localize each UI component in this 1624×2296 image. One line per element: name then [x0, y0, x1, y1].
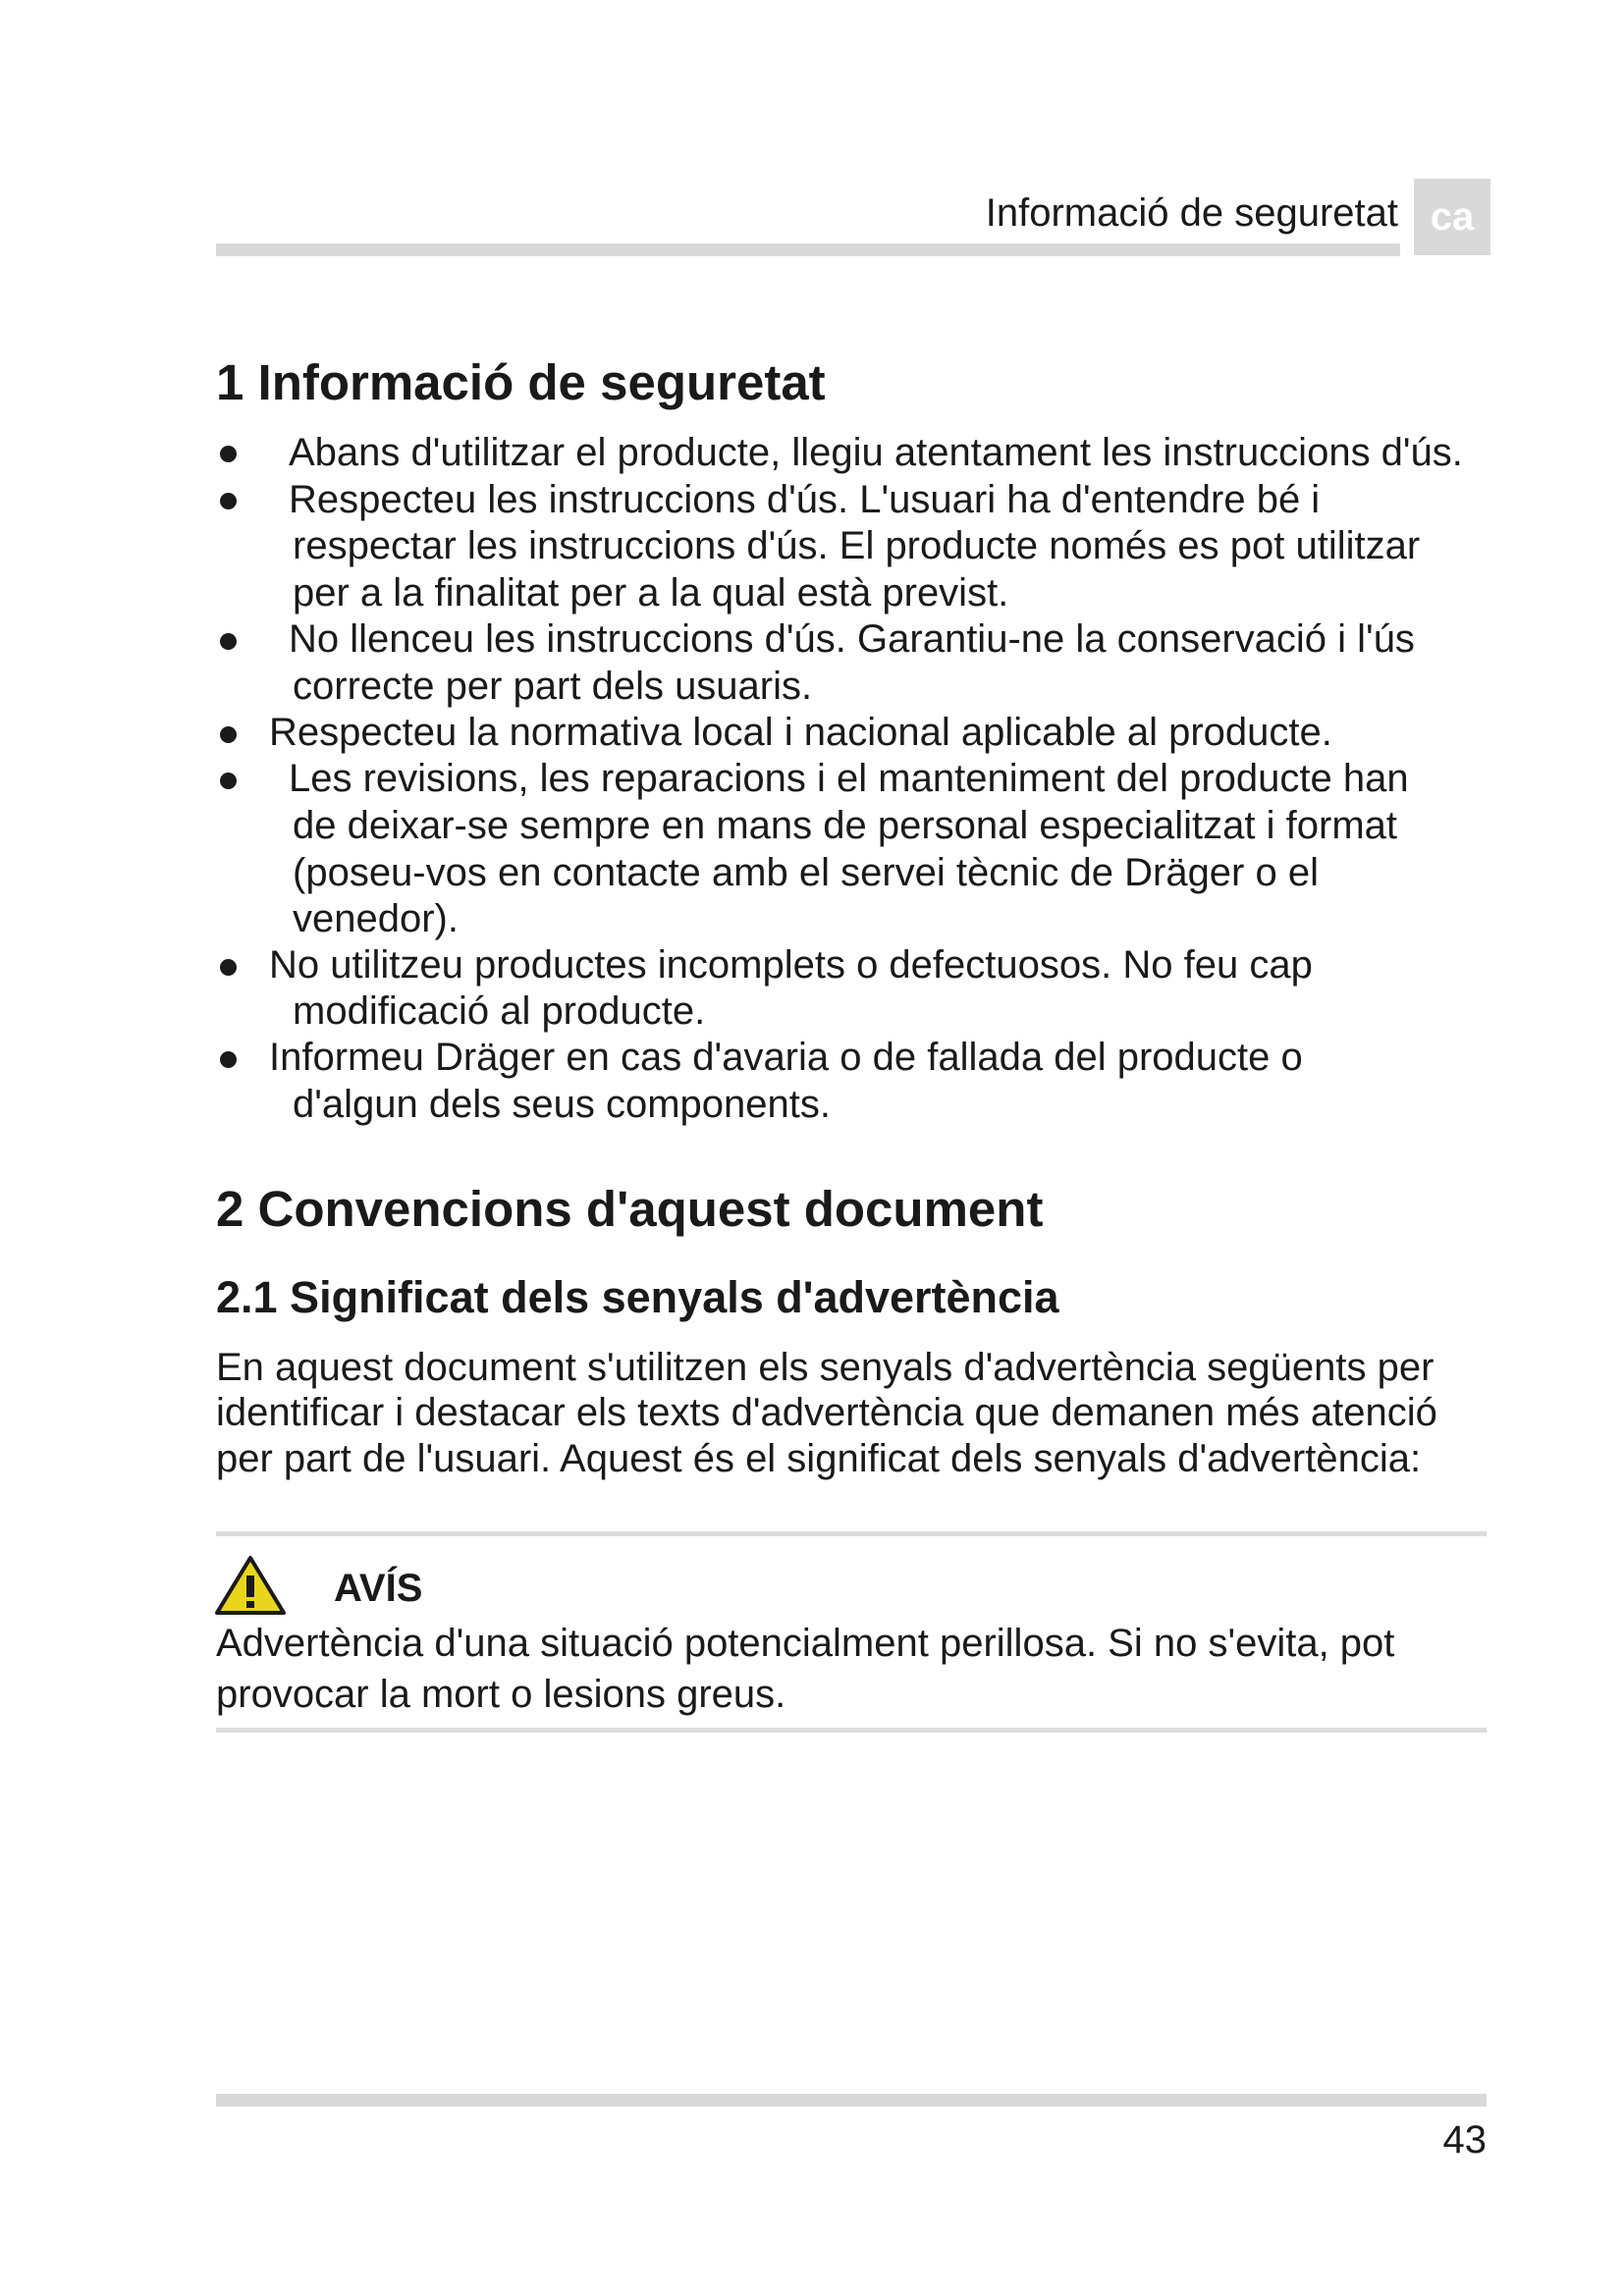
running-header-title: Informació de seguretat [985, 191, 1398, 235]
bullet-5-line-3: (poseu-vos en contacte amb el servei tècnic de Dräger o el [293, 851, 1319, 894]
bullet-5-line-4: venedor). [293, 897, 459, 940]
bullet-2-line-1: Respecteu les instruccions d'ús. L'usuari ha d'entendre bé i [289, 478, 1321, 521]
warning-top-rule [216, 1531, 1487, 1536]
bullet-5-line-2: de deixar-se sempre en mans de personal especialitzat i format [293, 804, 1397, 847]
warning-text-line-1: Advertència d'una situació potencialment perillosa. Si no s'evita, pot [216, 1622, 1395, 1665]
bullet-7-line-2: d'algun dels seus components. [293, 1083, 831, 1126]
warning-triangle-icon [214, 1554, 287, 1617]
bullet-2-line-3: per a la finalitat per a la qual està previst. [293, 571, 1009, 614]
bullet-dot [220, 959, 237, 976]
bullet-dot [220, 446, 237, 462]
warning-bottom-rule [216, 1728, 1487, 1733]
warning-label: AVÍS [334, 1567, 423, 1610]
language-tab: ca [1414, 179, 1490, 255]
bullet-dot [220, 726, 237, 743]
section-1-heading: 1 Informació de seguretat [216, 354, 826, 410]
bullet-3-line-1: No llenceu les instruccions d'ús. Garantiu-ne la conservació i l'ús [289, 617, 1415, 661]
bullet-6-line-2: modificació al producte. [293, 989, 706, 1033]
bullet-2-line-2: respectar les instruccions d'ús. El producte només es pot utilitzar [293, 524, 1421, 567]
bullet-6-line-1: No utilitzeu productes incomplets o defectuosos. No feu cap [269, 943, 1313, 987]
bullet-dot [220, 1051, 237, 1068]
bullet-1-line-1: Abans d'utilitzar el producte, llegiu atentament les instruccions d'ús. [289, 431, 1463, 474]
paragraph-line-2: identificar i destacar els texts d'advertència que demanen més atenció [216, 1391, 1437, 1434]
bullet-3-line-2: correcte per part dels usuaris. [293, 665, 813, 708]
bullet-dot [220, 493, 237, 509]
warning-text-line-2: provocar la mort o lesions greus. [216, 1673, 786, 1716]
section-2-1-heading: 2.1 Significat dels senyals d'advertència [216, 1272, 1059, 1322]
bullet-5-line-1: Les revisions, les reparacions i el manteniment del producte han [289, 757, 1409, 800]
footer-divider [216, 2094, 1487, 2107]
paragraph-line-3: per part de l'usuari. Aquest és el significat dels senyals d'advertència: [216, 1437, 1422, 1480]
header-divider [216, 243, 1400, 256]
bullet-4-line-1: Respecteu la normativa local i nacional aplicable al producte. [269, 711, 1332, 754]
page-number: 43 [1442, 2118, 1487, 2162]
bullet-7-line-1: Informeu Dräger en cas d'avaria o de fallada del producte o [269, 1036, 1303, 1079]
bullet-dot [220, 773, 237, 789]
paragraph-line-1: En aquest document s'utilitzen els senyals d'advertència següents per [216, 1346, 1435, 1389]
section-2-heading: 2 Convencions d'aquest document [216, 1181, 1044, 1237]
bullet-dot [220, 633, 237, 650]
